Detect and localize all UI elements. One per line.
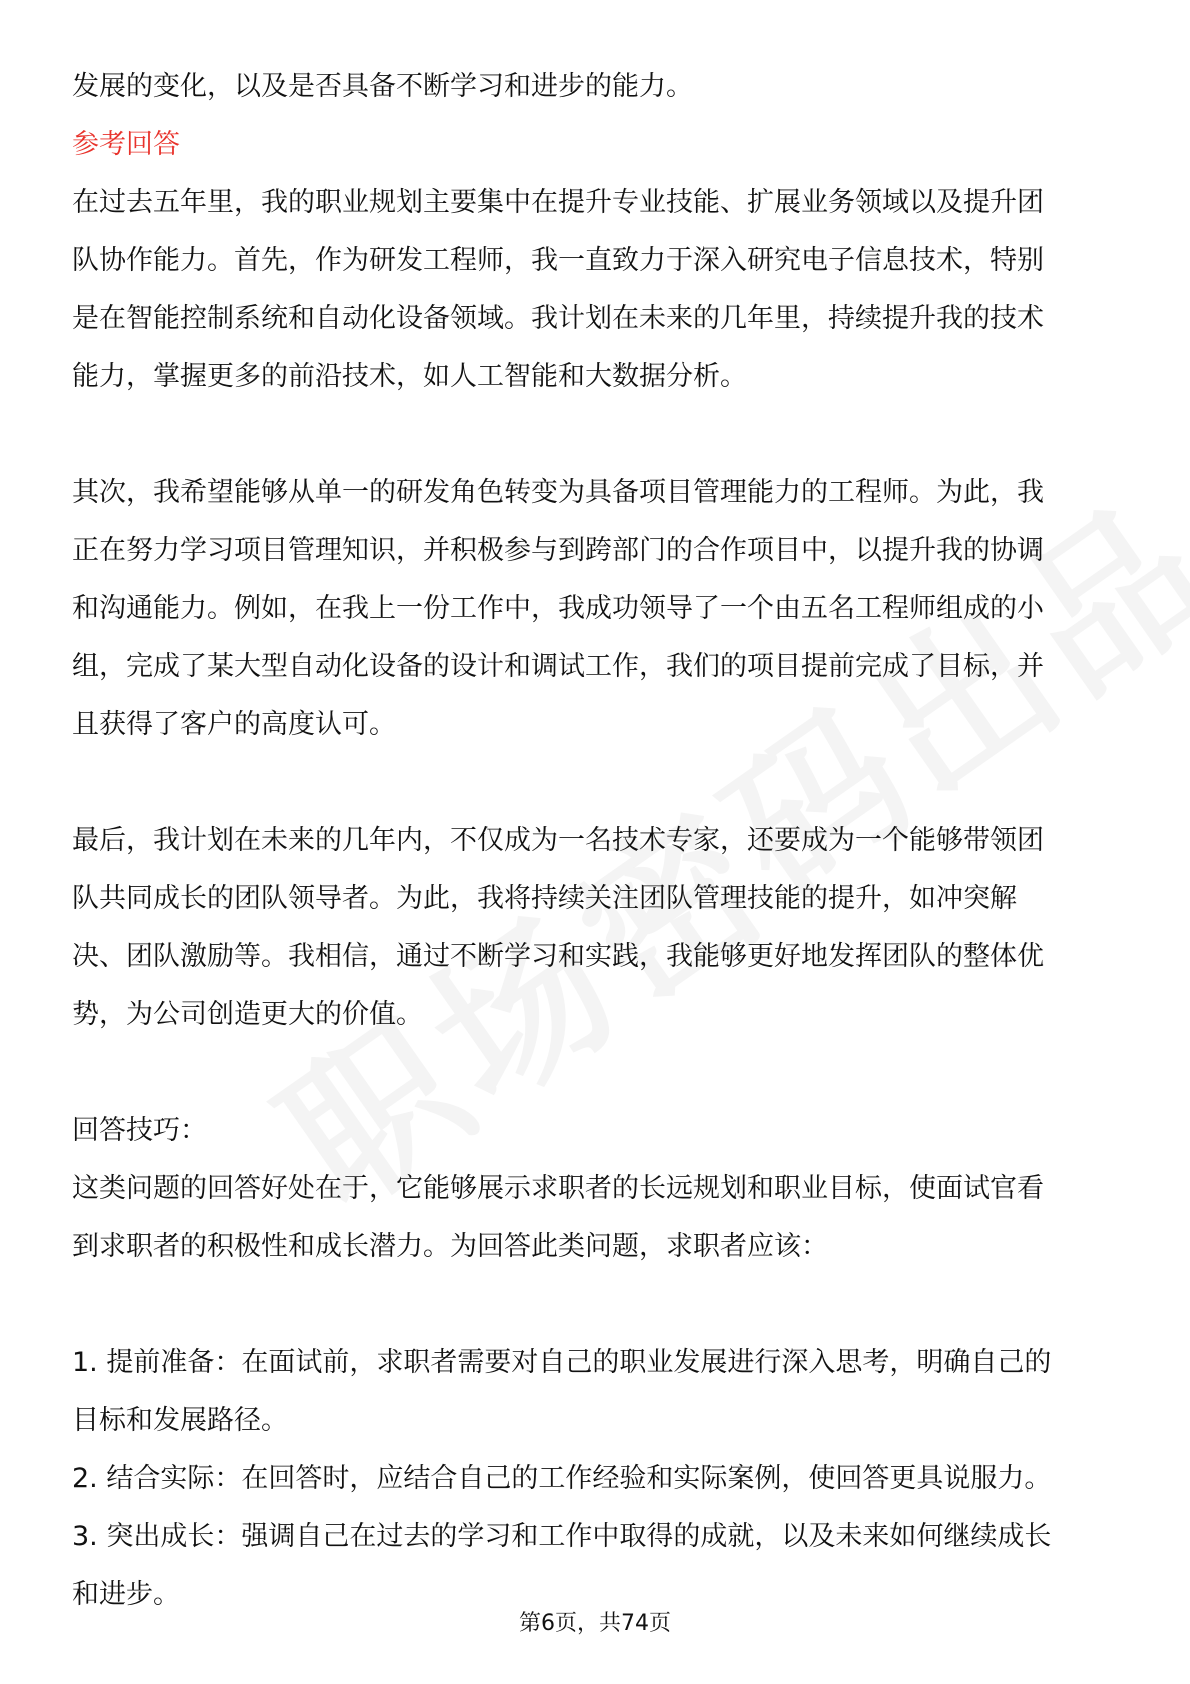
answer-paragraph-2 bbox=[72, 464, 1122, 754]
text-line: 正在努力学习项目管理知识，并积极参与到跨部门的合作项目中，以提升我的协调 bbox=[72, 535, 1044, 566]
text-line: 其次，我希望能够从单一的研发角色转变为具备项目管理能力的工程师。为此，我 bbox=[72, 477, 1044, 508]
text-line: 最后，我计划在未来的几年内，不仅成为一名技术专家，还要成为一个能够带领团 bbox=[72, 825, 1044, 856]
tips-list-item-continued: 目标和发展路径。 bbox=[72, 1405, 288, 1436]
text-line: 组，完成了某大型自动化设备的设计和调试工作，我们的项目提前完成了目标，并 bbox=[72, 651, 1044, 682]
text-line: 在过去五年里，我的职业规划主要集中在提升专业技能、扩展业务领域以及提升团 bbox=[72, 187, 1044, 218]
answer-heading: 参考回答 bbox=[72, 129, 180, 160]
tips-list-item: 1. 提前准备：在面试前，求职者需要对自己的职业发展进行深入思考，明确自己的 bbox=[72, 1347, 1052, 1378]
text-line: 势，为公司创造更大的价值。 bbox=[72, 999, 423, 1030]
tips-list-item-continued: 和进步。 bbox=[72, 1579, 180, 1610]
tips-intro bbox=[72, 1160, 1122, 1276]
page-number: 第6页，共74页 bbox=[519, 1611, 671, 1636]
text-line: 队共同成长的团队领导者。为此，我将持续关注团队管理技能的提升，如冲突解 bbox=[72, 883, 1017, 914]
tips-list-item: 3. 突出成长：强调自己在过去的学习和工作中取得的成就，以及未来如何继续成长 bbox=[72, 1521, 1052, 1552]
answer-paragraph-1 bbox=[72, 174, 1122, 406]
text-line: 和沟通能力。例如，在我上一份工作中，我成功领导了一个由五名工程师组成的小 bbox=[72, 593, 1044, 624]
answer-paragraph-3 bbox=[72, 812, 1122, 1044]
text-line: 是在智能控制系统和自动化设备领域。我计划在未来的几年里，持续提升我的技术 bbox=[72, 303, 1044, 334]
text-line: 且获得了客户的高度认可。 bbox=[72, 709, 396, 740]
text-line: 到求职者的积极性和成长潜力。为回答此类问题，求职者应该： bbox=[72, 1231, 828, 1262]
text-line: 能力，掌握更多的前沿技术，如人工智能和大数据分析。 bbox=[72, 361, 747, 392]
tips-heading: 回答技巧： bbox=[72, 1115, 207, 1146]
tips-list bbox=[72, 1334, 1122, 1624]
text-line: 这类问题的回答好处在于，它能够展示求职者的长远规划和职业目标，使面试官看 bbox=[72, 1173, 1044, 1204]
tips-list-item: 2. 结合实际：在回答时，应结合自己的工作经验和实际案例，使回答更具说服力。 bbox=[72, 1463, 1052, 1494]
intro-tail-line: 发展的变化，以及是否具备不断学习和进步的能力。 bbox=[72, 71, 693, 102]
text-line: 决、团队激励等。我相信，通过不断学习和实践，我能够更好地发挥团队的整体优 bbox=[72, 941, 1044, 972]
text-line: 队协作能力。首先，作为研发工程师，我一直致力于深入研究电子信息技术，特别 bbox=[72, 245, 1044, 276]
document-body bbox=[72, 58, 1122, 1624]
